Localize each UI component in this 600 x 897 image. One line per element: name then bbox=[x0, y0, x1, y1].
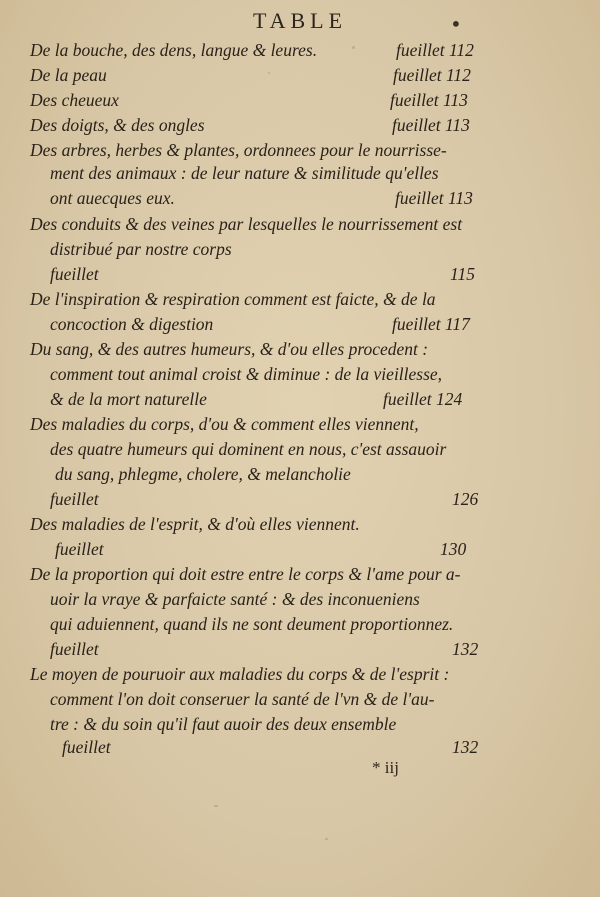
toc-entry-line bbox=[0, 90, 600, 114]
running-title: TABLE bbox=[252, 8, 348, 33]
toc-entry-line bbox=[0, 639, 600, 663]
toc-entry-line bbox=[0, 163, 600, 187]
entry-text: fueillet bbox=[50, 264, 99, 284]
toc-entry-line bbox=[0, 589, 600, 613]
toc-entry-line bbox=[0, 239, 600, 263]
entry-text: De la bouche, des dens, langue & leures. bbox=[30, 40, 318, 60]
folio-ref: fueillet 112 bbox=[393, 65, 471, 85]
toc-entry-line bbox=[0, 464, 600, 488]
entry-text: des quatre humeurs qui dominent en nous, c'est assauoir bbox=[50, 439, 447, 459]
toc-entry-line bbox=[0, 689, 600, 713]
toc-entry-line bbox=[0, 264, 600, 288]
toc-entry-line bbox=[0, 140, 600, 164]
entry-text: Le moyen de pouruoir aux maladies du corps & de l'esprit : bbox=[30, 664, 450, 684]
toc-entry-line bbox=[0, 188, 600, 212]
toc-entry-line bbox=[0, 414, 600, 438]
toc-entry-line bbox=[0, 115, 600, 139]
entry-text: Des cheueux bbox=[30, 90, 119, 110]
toc-entry-line bbox=[0, 614, 600, 638]
paper-speck bbox=[352, 46, 355, 49]
ornament-dot: • bbox=[450, 12, 462, 36]
folio-ref: fueillet 117 bbox=[392, 314, 470, 334]
entry-text: fueillet bbox=[50, 639, 99, 659]
toc-entry-line bbox=[0, 339, 600, 363]
entry-text: uoir la vraye & parfaicte santé : & des inconueniens bbox=[50, 589, 420, 609]
entry-text: fueillet bbox=[55, 539, 104, 559]
entry-text: ment des animaux : de leur nature & similitude qu'elles bbox=[50, 163, 439, 183]
entry-text: distribué par nostre corps bbox=[50, 239, 232, 259]
entry-text: qui aduiennent, quand ils ne sont deument proportionnez. bbox=[50, 614, 454, 634]
entry-text: du sang, phlegme, cholere, & melancholie bbox=[55, 464, 351, 484]
folio-ref: fueillet 113 bbox=[390, 90, 468, 110]
toc-entry-line bbox=[0, 289, 600, 313]
folio-ref: 126 bbox=[452, 489, 479, 509]
entry-text: tre : & du soin qu'il faut auoir des deux ensemble bbox=[50, 714, 397, 734]
entry-text: fueillet bbox=[62, 737, 111, 757]
toc-entry-line bbox=[0, 664, 600, 688]
signature-mark: * iij bbox=[372, 758, 399, 777]
toc-entry-line bbox=[0, 314, 600, 338]
folio-ref: fueillet 112 bbox=[396, 40, 474, 60]
entry-text: Du sang, & des autres humeurs, & d'ou elles procedent : bbox=[30, 339, 429, 359]
toc-entry-line bbox=[0, 514, 600, 538]
entry-text: De la peau bbox=[30, 65, 107, 85]
entry-text: De la proportion qui doit estre entre le corps & l'ame pour a- bbox=[30, 564, 461, 584]
toc-entry-line bbox=[0, 40, 600, 64]
entry-text: concoction & digestion bbox=[50, 314, 214, 334]
folio-ref: 132 bbox=[452, 737, 479, 757]
entry-text: fueillet bbox=[50, 489, 99, 509]
toc-entry-line bbox=[0, 564, 600, 588]
toc-entry-line bbox=[0, 714, 600, 738]
entry-text: Des arbres, herbes & plantes, ordonnees pour le nourrisse- bbox=[30, 140, 447, 160]
folio-ref: 132 bbox=[452, 639, 479, 659]
toc-entry-line bbox=[0, 539, 600, 563]
entry-text: Des maladies du corps, d'ou & comment elles viennent, bbox=[30, 414, 419, 434]
entry-text: Des doigts, & des ongles bbox=[30, 115, 205, 135]
toc-entry-line bbox=[0, 389, 600, 413]
paper-speck bbox=[325, 838, 328, 840]
paper-speck bbox=[214, 805, 218, 807]
folio-ref: fueillet 124 bbox=[383, 389, 463, 409]
toc-entry-line bbox=[0, 737, 600, 761]
entry-text: comment tout animal croist & diminue : de la vieillesse, bbox=[50, 364, 443, 384]
toc-entry-line bbox=[0, 214, 600, 238]
entry-text: Des maladies de l'esprit, & d'où elles viennent. bbox=[30, 514, 360, 534]
folio-ref: fueillet 113 bbox=[395, 188, 473, 208]
toc-entry-line bbox=[0, 489, 600, 513]
folio-ref: 130 bbox=[440, 539, 467, 559]
toc-entry-line bbox=[0, 439, 600, 463]
paper-speck bbox=[268, 72, 270, 74]
toc-entry-line bbox=[0, 364, 600, 388]
entry-text: De l'inspiration & respiration comment est faicte, & de la bbox=[30, 289, 436, 309]
folio-ref: 115 bbox=[450, 264, 475, 284]
entry-text: comment l'on doit conseruer la santé de l'vn & de l'au- bbox=[50, 689, 435, 709]
toc-entry-line bbox=[0, 65, 600, 89]
entry-text: & de la mort naturelle bbox=[50, 389, 207, 409]
folio-ref: fueillet 113 bbox=[392, 115, 470, 135]
entry-text: ont auecques eux. bbox=[50, 188, 175, 208]
entry-text: Des conduits & des veines par lesquelles le nourrissement est bbox=[30, 214, 463, 234]
